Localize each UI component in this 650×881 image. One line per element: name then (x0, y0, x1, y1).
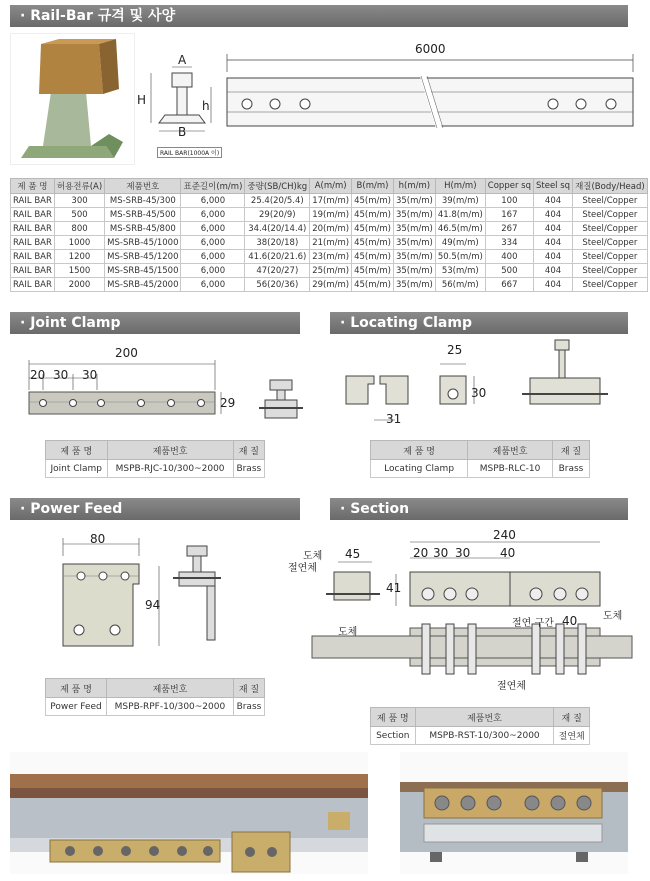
spec-col-header: 제 품 명 (11, 179, 55, 194)
spec-table-cell: 56(20/36) (245, 278, 310, 292)
spec-table-cell: 45(m/m) (352, 278, 394, 292)
spec-col-header: 중량(SB/CH)kg (245, 179, 310, 194)
rail-bar-spec-table (10, 178, 648, 292)
spec-table-cell: 6,000 (181, 222, 245, 236)
spec-table-cell: 19(m/m) (310, 208, 352, 222)
jc-dim-total: 200 (115, 346, 138, 360)
spec-table-cell: 6,000 (181, 278, 245, 292)
spec-table-cell: MS-SRB-45/800 (105, 222, 181, 236)
spec-table-cell: 21(m/m) (310, 236, 352, 250)
spec-col-header: h(m/m) (393, 179, 435, 194)
spec-table-cell: 20(m/m) (310, 222, 352, 236)
spec-table-cell: 35(m/m) (393, 250, 435, 264)
jc-header-name: 제 품 명 (46, 441, 108, 460)
spec-col-header: 표준길이(m/m) (181, 179, 245, 194)
spec-table-cell: MS-SRB-45/2000 (105, 278, 181, 292)
joint-clamp-table (45, 440, 265, 478)
spec-table-cell: RAIL BAR (11, 236, 55, 250)
st-label-insulator-bottom: 절연체 (497, 681, 526, 692)
jc-dim-b: 30 (53, 368, 69, 382)
spec-table-cell: 25.4(20/5.4) (245, 194, 310, 208)
spec-col-header: Copper sq (485, 179, 533, 194)
spec-table-cell: 267 (485, 222, 533, 236)
spec-table-cell: 404 (533, 278, 572, 292)
st-dim-gap: 40 (562, 614, 578, 628)
dim-h: h (202, 99, 210, 113)
st-insul-section-text: 절연 구간 (512, 618, 554, 629)
spec-table-cell: 56(m/m) (435, 278, 485, 292)
spec-table-cell: 50.5(m/m) (435, 250, 485, 264)
spec-table-row (11, 222, 648, 236)
spec-table-cell: Steel/Copper (573, 222, 648, 236)
locating-clamp-section-header: · Locating Clamp (330, 312, 628, 334)
spec-table-cell: 100 (485, 194, 533, 208)
spec-table-cell: 45(m/m) (352, 208, 394, 222)
spec-table-cell: 53(m/m) (435, 264, 485, 278)
spec-table-cell: 1200 (54, 250, 104, 264)
spec-table-cell: Steel/Copper (573, 250, 648, 264)
spec-table-cell: 23(m/m) (310, 250, 352, 264)
spec-col-header: B(m/m) (352, 179, 394, 194)
spec-table-cell: 35(m/m) (393, 278, 435, 292)
pf-header-material: 재 질 (233, 679, 264, 698)
lc-dim-height: 30 (471, 386, 487, 400)
joint-clamp-section-header: · Joint Clamp (10, 312, 300, 334)
spec-table-cell: 35(m/m) (393, 208, 435, 222)
spec-table-cell: 45(m/m) (352, 250, 394, 264)
spec-table-cell: 500 (54, 208, 104, 222)
spec-table-cell: RAIL BAR (11, 250, 55, 264)
spec-table-cell: 334 (485, 236, 533, 250)
spec-table-cell: 6,000 (181, 208, 245, 222)
lc-name: Locating Clamp (371, 460, 468, 478)
spec-table-cell: 300 (54, 194, 104, 208)
lc-material: Brass (552, 460, 589, 478)
jc-header-code: 제품번호 (107, 441, 233, 460)
spec-table-cell: 2000 (54, 278, 104, 292)
spec-table-header-row (11, 179, 648, 194)
rail-bar-section-header: · Rail-Bar 규격 및 사양 (10, 5, 628, 27)
jc-name: Joint Clamp (46, 460, 108, 478)
jc-dim-height: 29 (220, 396, 236, 410)
spec-table-cell: 35(m/m) (393, 194, 435, 208)
spec-table-row (11, 208, 648, 222)
pf-header-name: 제 품 명 (46, 679, 107, 698)
spec-table-cell: RAIL BAR (11, 194, 55, 208)
st-name: Section (371, 727, 416, 745)
st-label-conductor-right: 도체 (603, 611, 623, 622)
locating-clamp-table (370, 440, 590, 478)
spec-col-header: 허용전류(A) (54, 179, 104, 194)
spec-table-cell: 1500 (54, 264, 104, 278)
rail-length-drawing (225, 48, 637, 133)
spec-col-header: H(m/m) (435, 179, 485, 194)
st-dim-a: 20 (413, 546, 429, 560)
spec-table-cell: 800 (54, 222, 104, 236)
spec-table-cell: MS-SRB-45/1500 (105, 264, 181, 278)
st-material: 절연체 (554, 727, 590, 745)
spec-table-cell: 25(m/m) (310, 264, 352, 278)
spec-table-cell: 6,000 (181, 236, 245, 250)
jc-dim-c: 30 (82, 368, 98, 382)
spec-table-row (11, 250, 648, 264)
spec-table-cell: 35(m/m) (393, 222, 435, 236)
spec-table-cell: 35(m/m) (393, 236, 435, 250)
spec-table-cell: 404 (533, 264, 572, 278)
spec-col-header: A(m/m) (310, 179, 352, 194)
spec-table-cell: 404 (533, 222, 572, 236)
dim-B: B (178, 125, 187, 139)
spec-table-cell: 45(m/m) (352, 222, 394, 236)
spec-table-body (11, 194, 648, 292)
pf-dim-height: 94 (145, 598, 161, 612)
spec-table-row (11, 264, 648, 278)
st-code: MSPB-RST-10/300~2000 (415, 727, 554, 745)
joint-clamp-drawing (15, 350, 315, 430)
spec-table-cell: 46.5(m/m) (435, 222, 485, 236)
jc-code: MSPB-RJC-10/300~2000 (107, 460, 233, 478)
spec-table-cell: 6,000 (181, 250, 245, 264)
jc-header-material: 재 질 (233, 441, 264, 460)
st-dim-total: 240 (493, 528, 516, 542)
spec-table-cell: 45(m/m) (352, 194, 394, 208)
st-header-code: 제품번호 (415, 708, 554, 727)
spec-table-cell: 404 (533, 194, 572, 208)
lc-code: MSPB-RLC-10 (468, 460, 553, 478)
rail-assembly-photo (10, 752, 368, 874)
spec-table-row (11, 278, 648, 292)
spec-table-cell: RAIL BAR (11, 208, 55, 222)
spec-table-cell: Steel/Copper (573, 236, 648, 250)
spec-table-cell: MS-SRB-45/500 (105, 208, 181, 222)
spec-table-cell: 500 (485, 264, 533, 278)
spec-table-cell: 29(20/9) (245, 208, 310, 222)
pf-code: MSPB-RPF-10/300~2000 (106, 698, 233, 716)
pf-material: Brass (233, 698, 264, 716)
spec-table-cell: 167 (485, 208, 533, 222)
lc-dim-top: 25 (447, 343, 463, 357)
spec-col-header: 제품번호 (105, 179, 181, 194)
spec-table-cell: RAIL BAR (11, 278, 55, 292)
spec-table-cell: 6,000 (181, 194, 245, 208)
spec-table-cell: 1000 (54, 236, 104, 250)
spec-table-cell: Steel/Copper (573, 264, 648, 278)
spec-table-cell: Steel/Copper (573, 208, 648, 222)
st-dim-b: 30 (433, 546, 449, 560)
spec-col-header: 재질(Body/Head) (573, 179, 648, 194)
spec-table-cell: RAIL BAR (11, 222, 55, 236)
rail-bar-photo (10, 33, 135, 165)
spec-table-cell: 400 (485, 250, 533, 264)
power-feed-table (45, 678, 265, 716)
spec-table-cell: 39(m/m) (435, 194, 485, 208)
spec-table-cell: 35(m/m) (393, 264, 435, 278)
pf-name: Power Feed (46, 698, 107, 716)
spec-table-cell: 6,000 (181, 264, 245, 278)
pf-dim-width: 80 (90, 532, 106, 546)
st-dim-d: 40 (500, 546, 516, 560)
spec-table-cell: MS-SRB-45/1000 (105, 236, 181, 250)
lc-header-code: 제품번호 (468, 441, 553, 460)
st-dim-height: 41 (386, 581, 402, 595)
spec-table-cell: 41.8(m/m) (435, 208, 485, 222)
dim-A: A (178, 53, 187, 67)
st-header-name: 제 품 명 (371, 708, 416, 727)
spec-table-cell: 404 (533, 250, 572, 264)
spec-table-cell: 404 (533, 236, 572, 250)
spec-table-cell: 45(m/m) (352, 264, 394, 278)
st-label-insul-section (512, 614, 554, 629)
spec-table-cell: 45(m/m) (352, 236, 394, 250)
spec-table-row (11, 236, 648, 250)
spec-table-cell: MS-SRB-45/300 (105, 194, 181, 208)
spec-table-cell: Steel/Copper (573, 194, 648, 208)
section-table (370, 707, 590, 745)
dim-H: H (137, 93, 147, 107)
dim-6000: 6000 (415, 42, 446, 56)
spec-table-cell: 29(m/m) (310, 278, 352, 292)
power-feed-section-header: · Power Feed (10, 498, 300, 520)
st-dim-c: 30 (455, 546, 471, 560)
spec-table-cell: 404 (533, 208, 572, 222)
power-feed-drawing (55, 530, 245, 655)
spec-table-cell: 17(m/m) (310, 194, 352, 208)
jc-material: Brass (233, 460, 264, 478)
spec-table-cell: RAIL BAR (11, 264, 55, 278)
spec-table-cell: 41.6(20/21.6) (245, 250, 310, 264)
section-section-header: · Section (330, 498, 628, 520)
rail-drawing-caption: RAIL BAR(1000A 이) (157, 147, 222, 158)
spec-table-cell: Steel/Copper (573, 278, 648, 292)
lc-header-material: 재 질 (552, 441, 589, 460)
section-assembly-photo (400, 752, 628, 874)
spec-table-cell: 49(m/m) (435, 236, 485, 250)
st-header-material: 재 질 (554, 708, 590, 727)
st-label-conductor-left: 도체 (338, 627, 358, 638)
lc-header-name: 제 품 명 (371, 441, 468, 460)
spec-col-header: Steel sq (533, 179, 572, 194)
spec-table-cell: 34.4(20/14.4) (245, 222, 310, 236)
spec-table-cell: MS-SRB-45/1200 (105, 250, 181, 264)
spec-table-cell: 38(20/18) (245, 236, 310, 250)
spec-table-cell: 667 (485, 278, 533, 292)
st-dim-small-w: 45 (345, 547, 361, 561)
spec-table-row (11, 194, 648, 208)
pf-header-code: 제품번호 (106, 679, 233, 698)
st-label-conductor-top: 도체 (303, 551, 323, 562)
spec-table-cell: 47(20/27) (245, 264, 310, 278)
jc-dim-a: 20 (30, 368, 46, 382)
lc-dim-bottom: 31 (386, 412, 402, 426)
st-label-insulator-top: 절연체 (288, 563, 317, 574)
